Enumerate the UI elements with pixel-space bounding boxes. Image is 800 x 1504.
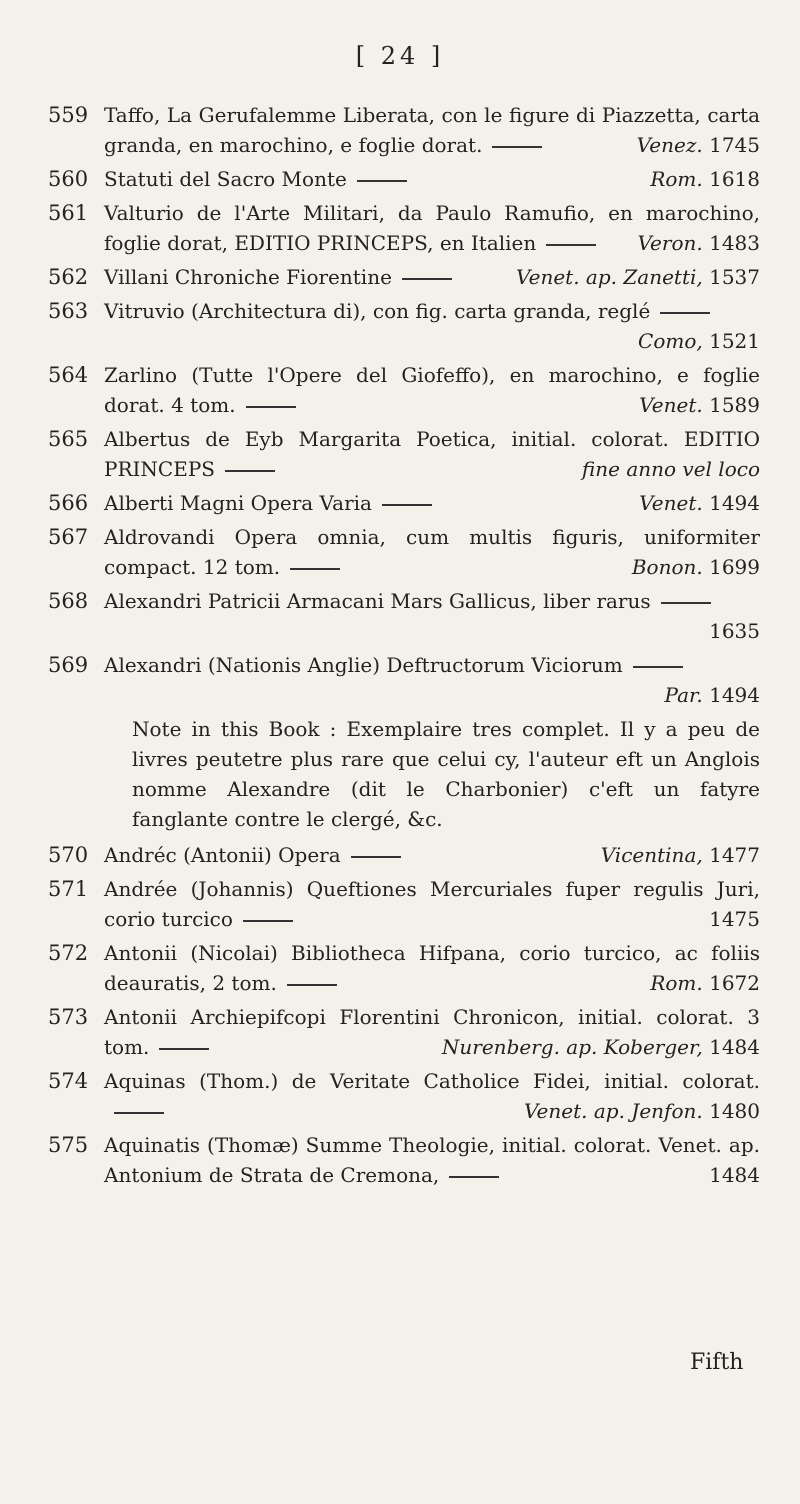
imprint-year: 1494 (709, 683, 760, 707)
imprint-place: Nurenberg. ap. Koberger, (441, 1035, 703, 1059)
leader-dash (357, 180, 407, 182)
entry-imprint (524, 1096, 760, 1126)
entry-title: Antonii Archiepifcopi Florentini Chronicon, initial. colorat. 3 tom. (104, 1005, 760, 1059)
catalogue-entry (48, 586, 760, 646)
imprint-place: Venet. ap. Zanetti, (516, 265, 703, 289)
entry-number: 575 (48, 1133, 89, 1157)
entry-imprint (665, 680, 760, 710)
entry-list (48, 100, 760, 1194)
entry-text (104, 164, 760, 194)
leader-dash (402, 278, 452, 280)
entry-imprint (639, 390, 760, 420)
imprint-place: Rom. (650, 971, 703, 995)
leader-dash (382, 504, 432, 506)
entry-imprint (709, 904, 760, 934)
entry-imprint (582, 454, 760, 484)
imprint-place: Rom. (650, 167, 703, 191)
entry-number: 560 (48, 167, 89, 191)
entry-number: 568 (48, 589, 89, 613)
entry-title: Vitruvio (Architectura di), con fig. carta granda, reglé (104, 299, 651, 323)
entry-imprint (650, 164, 760, 194)
entry-title: Albertus de Eyb Margarita Poetica, initial. colorat. EDITIO PRINCEPS (104, 427, 760, 481)
entry-title: Antonii (Nicolai) Bibliotheca Hifpana, corio turcico, ac foliis deauratis, 2 tom. (104, 941, 760, 995)
leader-dash (246, 406, 296, 408)
entry-title: Alexandri Patricii Armacani Mars Gallicus, liber rarus (104, 589, 651, 613)
imprint-year: 1483 (709, 231, 760, 255)
entry-title: Statuti del Sacro Monte (104, 167, 347, 191)
imprint-year: 1477 (709, 843, 760, 867)
catalogue-entry (48, 198, 760, 258)
imprint-place: Bonon. (631, 555, 703, 579)
leader-dash (492, 146, 542, 148)
catalogue-entry (48, 1130, 760, 1190)
entry-text (104, 296, 760, 356)
entry-title: Villani Chroniche Fiorentine (104, 265, 392, 289)
entry-imprint (442, 1032, 760, 1062)
catalogue-entry (48, 1066, 760, 1126)
entry-text (104, 1066, 760, 1126)
entry-text (104, 424, 760, 484)
imprint-year: 1699 (709, 555, 760, 579)
entry-imprint (638, 326, 760, 356)
entry-title: Alberti Magni Opera Varia (104, 491, 372, 515)
entry-text (104, 488, 760, 518)
entry-text (104, 198, 760, 258)
entry-title: Zarlino (Tutte l'Opere del Giofeffo), en marochino, e foglie dorat. 4 tom. (104, 363, 760, 417)
entry-number: 566 (48, 491, 89, 515)
entry-imprint (637, 130, 760, 160)
entry-number: 571 (48, 877, 89, 901)
catalogue-entry (48, 840, 760, 870)
catalogue-entry (48, 488, 760, 518)
imprint-year: 1745 (709, 133, 760, 157)
imprint-place: Venez. (636, 133, 703, 157)
leader-dash (287, 984, 337, 986)
entry-text (104, 522, 760, 582)
imprint-year: 1484 (709, 1163, 760, 1187)
leader-dash (449, 1176, 499, 1178)
entry-number: 565 (48, 427, 89, 451)
entry-title: Alexandri (Nationis Anglie) Deftructorum Viciorum (104, 653, 623, 677)
entry-text (104, 100, 760, 160)
leader-dash (660, 312, 710, 314)
entry-imprint (709, 616, 760, 646)
leader-dash (546, 244, 596, 246)
entry-imprint (637, 228, 760, 258)
entry-title: Aldrovandi Opera omnia, cum multis figuris, uniformiter compact. 12 tom. (104, 525, 760, 579)
imprint-year: 1484 (709, 1035, 760, 1059)
imprint-place: Venet. (639, 491, 703, 515)
entry-text (104, 840, 760, 870)
imprint-place: Como, (638, 329, 703, 353)
entry-number: 573 (48, 1005, 89, 1029)
catalogue-entry (48, 938, 760, 998)
imprint-year: 1475 (709, 907, 760, 931)
entry-title: Andréc (Antonii) Opera (104, 843, 341, 867)
book-note: Note in this Book : Exemplaire tres complet. Il y a peu de livres peutetre plus rare que celui cy, l'auteur eft un Anglois nomme Alexandre (dit le Charbonier) c'eft un fatyre fanglante contre le clergé, &c. (132, 717, 760, 831)
imprint-year: 1672 (709, 971, 760, 995)
entry-number: 564 (48, 363, 89, 387)
entry-title: Taffo, La Gerufalemme Liberata, con le figure di Piazzetta, carta granda, en marochino, e foglie dorat. (104, 103, 760, 157)
imprint-place: Venet. ap. Jenfon. (523, 1099, 703, 1123)
catalogue-entry (48, 360, 760, 420)
imprint-year: 1635 (709, 619, 760, 643)
imprint-year: 1537 (709, 265, 760, 289)
entry-number: 567 (48, 525, 89, 549)
imprint-year: 1480 (709, 1099, 760, 1123)
entry-imprint (650, 968, 760, 998)
catalogue-entry (48, 164, 760, 194)
entry-title: Aquinatis (Thomæ) Summe Theologie, initial. colorat. Venet. ap. Antonium de Strata de Cremona, (104, 1133, 760, 1187)
imprint-place: Venet. (639, 393, 703, 417)
entry-text (104, 360, 760, 420)
entry-text (104, 874, 760, 934)
leader-dash (290, 568, 340, 570)
entry-text (104, 938, 760, 998)
entry-title: Aquinas (Thom.) de Veritate Catholice Fidei, initial. colorat. (104, 1069, 760, 1093)
catalogue-entry (48, 522, 760, 582)
catalogue-entry (48, 296, 760, 356)
imprint-year: 1618 (709, 167, 760, 191)
catalogue-entry (48, 100, 760, 160)
entry-imprint (516, 262, 760, 292)
catalogue-entry (48, 1002, 760, 1062)
catchword: Fifth (690, 1350, 744, 1375)
entry-number: 572 (48, 941, 89, 965)
entry-imprint (639, 488, 760, 518)
catalogue-entry (48, 874, 760, 934)
leader-dash (225, 470, 275, 472)
imprint-year: 1494 (709, 491, 760, 515)
entry-number: 574 (48, 1069, 89, 1093)
entry-text (104, 586, 760, 646)
leader-dash (243, 920, 293, 922)
entry-number: 563 (48, 299, 89, 323)
leader-dash (633, 666, 683, 668)
catalogue-entry (48, 424, 760, 484)
imprint-place: Veron. (637, 231, 703, 255)
entry-text (104, 650, 760, 710)
entry-imprint (709, 1160, 760, 1190)
entry-text (104, 262, 760, 292)
leader-dash (114, 1112, 164, 1114)
leader-dash (159, 1048, 209, 1050)
imprint-year: 1521 (709, 329, 760, 353)
entry-imprint (601, 840, 760, 870)
entry-number: 570 (48, 843, 89, 867)
entry-number: 561 (48, 201, 89, 225)
entry-text (104, 1002, 760, 1062)
leader-dash (661, 602, 711, 604)
entry-number: 559 (48, 103, 89, 127)
entry-imprint (632, 552, 760, 582)
leader-dash (351, 856, 401, 858)
entry-title: Andrée (Johannis) Queftiones Mercuriales fuper regulis Juri, corio turcico (104, 877, 760, 931)
catalogue-entry (48, 262, 760, 292)
imprint-place: Vicentina, (600, 843, 703, 867)
entry-number: 569 (48, 653, 89, 677)
entry-title: Valturio de l'Arte Militari, da Paulo Ramufio, en marochino, foglie dorat, EDITIO PRINCEPS, en Italien (104, 201, 760, 255)
imprint-place: Par. (664, 683, 703, 707)
imprint-year: 1589 (709, 393, 760, 417)
page-number: [ 24 ] (355, 42, 445, 70)
entry-number: 562 (48, 265, 89, 289)
imprint-place: fine anno vel loco (581, 457, 760, 481)
entry-text (104, 1130, 760, 1190)
catalogue-entry (48, 650, 760, 710)
